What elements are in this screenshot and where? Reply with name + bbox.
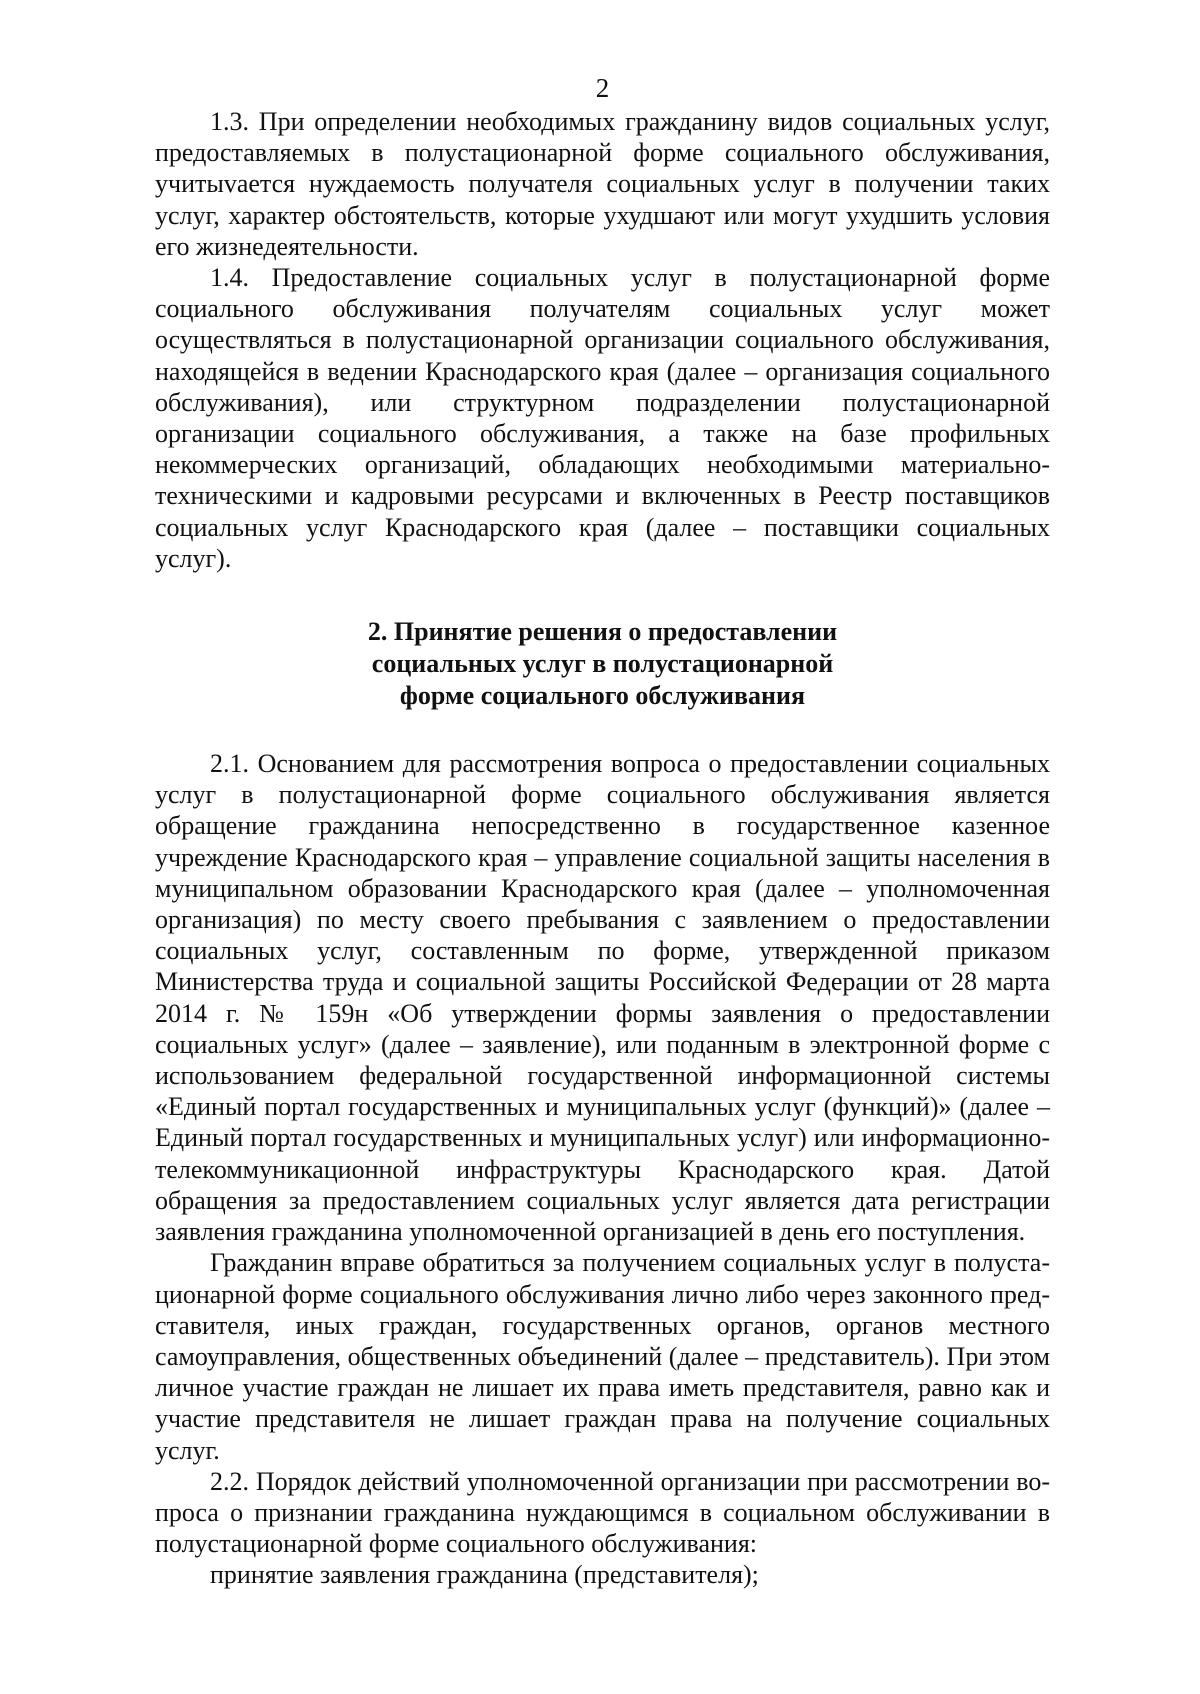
- page-number: 2: [595, 73, 610, 103]
- paragraph-1-3: 1.3. При определении необходимых гражданину видов социальных услуг, предоставляемых в полустационарной форме социального обслуживания, учитыvается нуждаемость получателя социальных услуг в получении таких услуг, характер обстоятельств, которые ухудшают или могут ухудшить условия его жизнедеятельности.: [155, 107, 1050, 261]
- paragraph-2-2: 2.2. Порядок действий уполномоченной организации при рассмотрении вопроса о признании гражданина нуждающимся в социальном обслуживании в полустационарной форме социального обслуживания:: [155, 1466, 1050, 1559]
- section-2-title: [155, 616, 1050, 712]
- section-title-line: 2. Принятие решения о предоставлении: [367, 617, 838, 647]
- document-page: [155, 72, 1050, 1591]
- section-title-line: социальных услуг в полустационарной: [371, 649, 834, 679]
- paragraph-1-4: 1.4. Предоставление социальных услуг в полустационарной форме социального обслуживания получателям социальных услуг может осуществляться в полустационарной организации социального обслуживания, находящейся в ведении Краснодарского края (далее – организация социального обслуживания), или структурном подразделении полустационарной организации социального обслуживания, а также на базе профильных некоммерческих организаций, обладающих необходимыми материально-техническими и кадровыми ресурсами и включенных в Реестр поставщиков социальных услуг Краснодарского края (далее – поставщики социальных услуг).: [155, 263, 1050, 573]
- section-title-line: форме социального обслуживания: [399, 681, 806, 711]
- paragraph-2-1: 2.1. Основанием для рассмотрения вопроса о предоставлении социальных услуг в полустационарной форме социального обслуживания является обращение гражданина непосредственно в государственное казенное учреждение Краснодарского края – управление социальной защиты населения в муниципальном образовании Краснодарского края (далее – уполномоченная организация) по месту своего пребывания с заявлением о предоставлении социальных услуг, составленным по форме, утвержденной приказом Министерства труда и социальной защиты Российской Федерации от 28 марта 2014 г. № 159н «Об утверждении формы заявления о предоставлении социальных услуг» (далее – заявление), или поданным в электронной форме с использованием федеральной государственной информационной системы «Единый портал государственных и муниципальных услуг (функций)» (далее – Единый портал государственных и муниципальных услуг) или информационно-телекоммуникационной инфраструктуры Краснодарского края. Датой обращения за предоставлением социальных услуг является дата регистрации заявления гражданина уполномоченной организацией в день его поступления.: [155, 749, 1050, 1247]
- paragraph-list-item: принятие заявления гражданина (представителя);: [210, 1560, 759, 1590]
- paragraph-representative: Гражданин вправе обратиться за получением социальных услуг в полустационарной форме социального обслуживания лично либо через законного представителя, иных граждан, государственных органов, органов местного самоуправления, общественных объединений (далее – представитель). При этом личное участие граждан не лишает их права иметь представителя, равно как и участие представителя не лишает граждан права на получение социальных услуг.: [155, 1248, 1050, 1465]
